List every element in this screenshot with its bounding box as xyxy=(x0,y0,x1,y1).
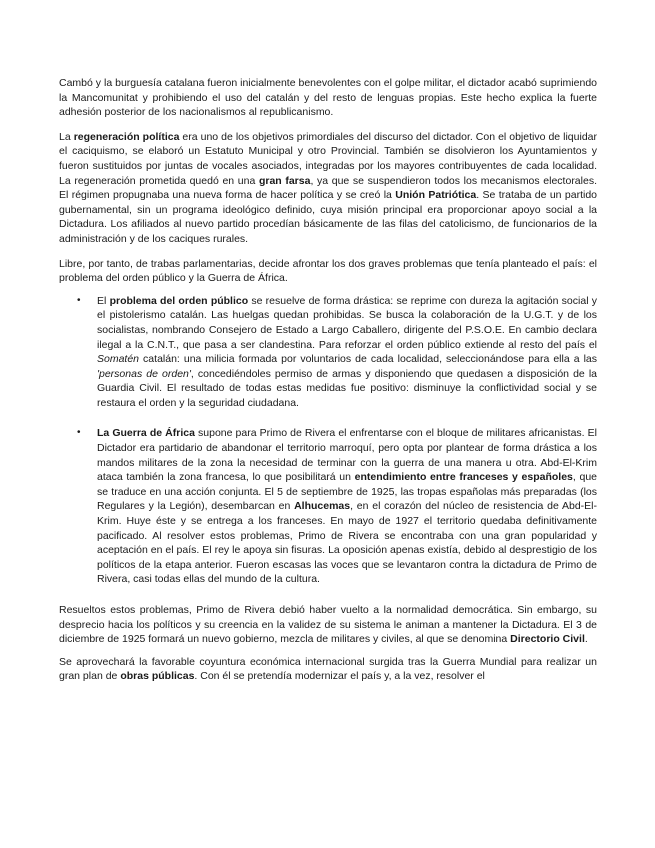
text-run: La xyxy=(59,130,74,143)
list-item-public-order xyxy=(59,294,597,411)
bold-term-union-patriotica: Unión Patriótica xyxy=(395,189,477,202)
text-run: . Se trataba de un partido gubernamental, sin un programa ideológico definido, cuya misión principal era proporcionar apoyo social a la Dictadura. Los afiliados al nuevo partido procedían básicamente de las filas del catolicismo, de funcionarios de la administración y de los caciques rurales. xyxy=(59,189,597,245)
text-run: , concediéndoles permiso de armas y disponiendo que quedasen a disposición de la Guardia Civil. El resultado de todas estas medidas fue positivo: disminuye la conflictividad social y se restaura el orden y la seguridad ciudadana. xyxy=(97,367,597,409)
bold-term-entendimiento: entendimiento entre franceses y españoles xyxy=(354,471,573,484)
text-run: Se aprovechará la favorable coyuntura económica internacional surgida tras la Guerra Mundial para realizar un gran plan de xyxy=(59,655,597,683)
bold-term-regeneracion-politica: regeneración política xyxy=(73,130,180,143)
text-run: catalán: una milicia formada por voluntarios de cada localidad, seleccionándose para ella a las xyxy=(139,353,597,366)
text-run: , que se traduce en una acción conjunta. El 5 de septiembre de 1925, las tropas españolas más preparadas (los Regulares y la Legión), desembarcan en xyxy=(97,471,597,513)
text-run: El xyxy=(97,294,110,307)
problems-list xyxy=(59,294,597,587)
bold-term-alhucemas: Alhucemas xyxy=(294,500,351,513)
list-item-african-war xyxy=(59,426,597,587)
bullet-icon: • xyxy=(77,427,81,439)
paragraph-political-regeneration xyxy=(59,130,597,247)
italic-term-personas-de-orden: 'personas de orden' xyxy=(97,367,191,380)
bold-term-directorio-civil: Directorio Civil xyxy=(510,633,585,646)
paragraph-directorio-civil xyxy=(59,603,597,647)
text-run: era uno de los objetivos primordiales del discurso del dictador. Con el objetivo de liquidar el caciquismo, se elaboró un Estatuto Municipal y otro Provincial. También se disolvieron los Ayuntamientos y fueron sustituidos por juntas de vocales asociados, integradas por los mayores contribuyentes de cada localidad. La regeneración prometida quedó en una xyxy=(59,130,597,187)
bold-term-guerra-de-africa: La Guerra de África xyxy=(97,427,195,440)
text-run: , ya que se suspendieron todos los mecanismos electorales. El régimen propugnaba una nueva forma de hacer política y se creó la xyxy=(59,174,597,202)
bold-term-orden-publico: problema del orden público xyxy=(109,294,249,307)
text-run: supone para Primo de Rivera el enfrentarse con el bloque de militares africanistas. El Dictador era partidario de abandonar el territorio marroquí, pero opta por plantear de forma drástica a los mandos militares de la zona la necesidad de terminar con la guerra de una manera u otra. Abd-El-Krim ataca también la zona francesa, lo que posibilitará un xyxy=(97,427,598,484)
text-run: se resuelve de forma drástica: se reprime con dureza la agitación social y el pistolerismo catalán. Las huelgas quedan prohibidas. Se busca la colaboración de la U.G.T. y de los socialistas, nombrando Consejero de Estado a Largo Caballero, dirigente del P.S.O.E. En cambio declara ilegal a la C.N.T., que pasa a ser clandestina. Para reforzar el orden público extiende al resto del país el xyxy=(97,294,597,351)
text-run: . xyxy=(584,633,588,646)
paragraph-public-works xyxy=(59,655,597,684)
text-run: Resueltos estos problemas, Primo de Rivera debió haber vuelto a la normalidad democrática. Sin embargo, su desprecio hacia los políticos y su creencia en la validez de su sistema le animan a mantener la Dictadura. El 3 de diciembre de 1925 formará un nuevo gobierno, mezcla de militares y civiles, al que se denomina xyxy=(59,604,597,646)
document-page xyxy=(59,76,597,694)
bold-term-gran-farsa: gran farsa xyxy=(258,174,311,187)
paragraph-catalan-nationalism: Cambó y la burguesía catalana fueron inicialmente benevolentes con el golpe militar, el dictador acabó suprimiendo la Mancomunitat y prohibiendo el uso del catalán y del resto de lenguas propias. Este hecho explica la fuerte adhesión posterior de los nacionalismos al republicanismo. xyxy=(59,77,597,119)
text-run: , en el corazón del núcleo de resistencia de Abd-El-Krim. Huye éste y se entrega a los franceses. En mayo de 1927 el territorio quedaba definitivamente pacificado. Al resolver estos problemas, Primo de Rivera se encontraba con una gran popularidad y aceptación en el país. El rey le apoya sin fisuras. La oposición apenas existía, debido al desprestigio de los políticos de la etapa anterior. Fueron escasas las voces que se levantaron contra la dictadura de Primo de Rivera, casi todas ellas del mundo de la cultura. xyxy=(97,500,598,586)
italic-term-somaten: Somatén xyxy=(97,353,140,366)
bullet-icon: • xyxy=(77,294,81,306)
text-run: . Con él se pretendía modernizar el país y, a la vez, resolver el xyxy=(194,670,485,683)
paragraph-two-problems: Libre, por tanto, de trabas parlamentarias, decide afrontar los dos graves problemas que tenía planteado el país: el problema del orden público y la Guerra de África. xyxy=(59,257,597,285)
bold-term-obras-publicas: obras públicas xyxy=(120,670,195,683)
